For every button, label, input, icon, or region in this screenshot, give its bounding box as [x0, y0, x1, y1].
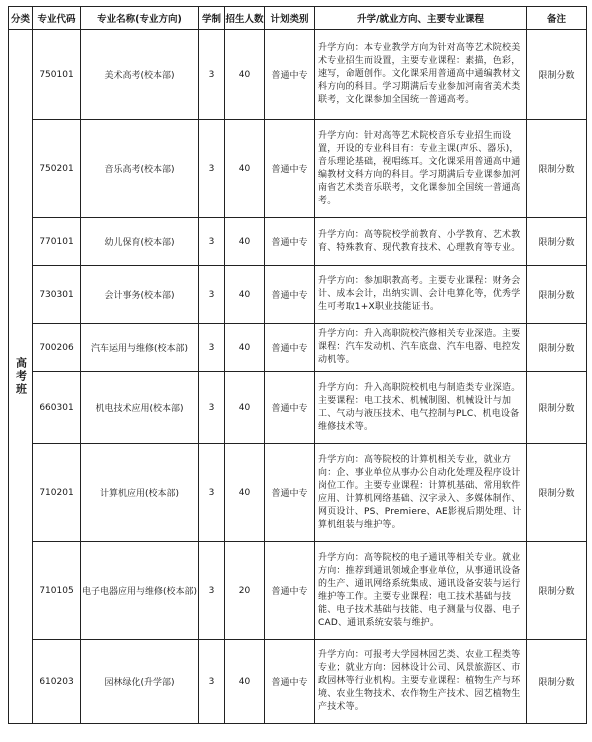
program-plan: 普通中专: [265, 640, 315, 724]
program-years: 3: [199, 120, 225, 218]
program-name: 汽车运用与维修(校本部): [81, 324, 199, 372]
program-plan: 普通中专: [265, 542, 315, 640]
program-name: 音乐高考(校本部): [81, 120, 199, 218]
program-description: 升学方向：可报考大学园林园艺类、农业工程类等专业；就业方向：园林设计公司、风景旅游区、市政园林等行业机构。主要专业课程：植物生产与环境、农业生物技术、农作物生产技术、园艺植物生产技术等。: [315, 640, 527, 724]
program-description: 升学方向：升入高职院校机电与制造类专业深造。主要课程：电工技术、机械制图、机械设计与加工、气动与液压技术、电气控制与PLC、机电设备维修技术等。: [315, 372, 527, 444]
program-description: 升学方向：针对高等艺术院校音乐专业招生而设置，开设的专业科目有：专业主课(声乐、器乐)，音乐理论基础，视唱练耳。文化课采用普通高中通编教材文科方向的科目。学习期满后专业课参加河南省艺术类音乐联考，文化课参加全国统一普通高考。: [315, 120, 527, 218]
program-name: 机电技术应用(校本部): [81, 372, 199, 444]
program-plan: 普通中专: [265, 372, 315, 444]
program-plan: 普通中专: [265, 30, 315, 120]
program-plan: 普通中专: [265, 120, 315, 218]
program-count: 40: [225, 444, 265, 542]
table-row: [9, 444, 587, 542]
program-years: 3: [199, 30, 225, 120]
program-plan: 普通中专: [265, 444, 315, 542]
program-description: 升学方向：高等院校的计算机相关专业，就业方向：企、事业单位从事办公自动化处理及程序设计岗位工作。主要专业课程：计算机基础、常用软件应用、计算机网络基础、汉字录入、多媒体制作、网页设计、PS、Premiere、AE影视后期处理、计算机组装与维护等。: [315, 444, 527, 542]
table-row: [9, 542, 587, 640]
program-note: 限制分数: [527, 30, 587, 120]
header-name: 专业名称(专业方向): [81, 7, 199, 30]
header-category: 分类: [9, 7, 33, 30]
program-years: 3: [199, 218, 225, 266]
program-count: 40: [225, 30, 265, 120]
header-years: 学制: [199, 7, 225, 30]
program-count: 40: [225, 218, 265, 266]
table-row: [9, 218, 587, 266]
table-row: [9, 120, 587, 218]
program-years: 3: [199, 542, 225, 640]
program-note: 限制分数: [527, 266, 587, 324]
program-note: 限制分数: [527, 372, 587, 444]
table-row: [9, 324, 587, 372]
program-name: 计算机应用(校本部): [81, 444, 199, 542]
enrollment-sheet: [8, 6, 586, 724]
program-note: 限制分数: [527, 218, 587, 266]
program-code: 710105: [33, 542, 81, 640]
table-row: [9, 266, 587, 324]
table-row: [9, 372, 587, 444]
header-code: 专业代码: [33, 7, 81, 30]
header-count: 招生人数: [225, 7, 265, 30]
program-note: 限制分数: [527, 120, 587, 218]
program-count: 40: [225, 120, 265, 218]
program-plan: 普通中专: [265, 324, 315, 372]
table-row: [9, 640, 587, 724]
program-count: 40: [225, 324, 265, 372]
category-cell: [9, 30, 33, 724]
program-description: 升学方向：高等院校学前教育、小学教育、艺术教育、特殊教育、现代教育技术、心理教育等专业。: [315, 218, 527, 266]
program-code: 770101: [33, 218, 81, 266]
program-note: 限制分数: [527, 324, 587, 372]
program-code: 750101: [33, 30, 81, 120]
program-code: 750201: [33, 120, 81, 218]
program-description: 升学方向：升入高职院校汽修相关专业深造。主要课程：汽车发动机、汽车底盘、汽车电器、电控发动机等。: [315, 324, 527, 372]
program-count: 20: [225, 542, 265, 640]
program-plan: 普通中专: [265, 266, 315, 324]
program-years: 3: [199, 372, 225, 444]
program-years: 3: [199, 324, 225, 372]
program-note: 限制分数: [527, 640, 587, 724]
program-code: 710201: [33, 444, 81, 542]
program-years: 3: [199, 444, 225, 542]
program-description: 升学方向：高等院校的电子通讯等相关专业。就业方向：推荐到通讯领域企事业单位，从事通讯设备的生产、通讯网络系统集成、通讯设备安装与运行维护等工作。主要专业课程：电工技术基础与技能、电子技术基础与技能、电子测量与仪器、电子CAD、通讯系统安装与维护。: [315, 542, 527, 640]
program-count: 40: [225, 640, 265, 724]
program-count: 40: [225, 372, 265, 444]
program-name: 园林绿化(升学部): [81, 640, 199, 724]
table-header-row: [9, 7, 587, 30]
program-description: 升学方向：本专业教学方向为针对高等艺术院校美术专业招生而设置，主要专业课程：素描，色彩，速写，命题创作。文化课采用普通高中通编教材文科方向的科目。学习期满后专业参加河南省美术类联考，文化课参加全国统一普通高考。: [315, 30, 527, 120]
header-note: 备注: [527, 7, 587, 30]
header-plan: 计划类别: [265, 7, 315, 30]
header-direction: 升学/就业方向、主要专业课程: [315, 7, 527, 30]
program-description: 升学方向：参加职教高考。主要专业课程：财务会计、成本会计，出纳实训、会计电算化等，优秀学生可考取1+X职业技能证书。: [315, 266, 527, 324]
program-note: 限制分数: [527, 444, 587, 542]
program-name: 会计事务(校本部): [81, 266, 199, 324]
program-code: 730301: [33, 266, 81, 324]
table-row: [9, 30, 587, 120]
program-name: 幼儿保育(校本部): [81, 218, 199, 266]
category-label: 高考班: [14, 357, 28, 396]
program-table: [8, 6, 587, 724]
program-code: 700206: [33, 324, 81, 372]
program-count: 40: [225, 266, 265, 324]
program-plan: 普通中专: [265, 218, 315, 266]
program-code: 610203: [33, 640, 81, 724]
program-code: 660301: [33, 372, 81, 444]
program-name: 美术高考(校本部): [81, 30, 199, 120]
program-name: 电子电器应用与维修(校本部): [81, 542, 199, 640]
program-years: 3: [199, 640, 225, 724]
program-note: 限制分数: [527, 542, 587, 640]
program-years: 3: [199, 266, 225, 324]
